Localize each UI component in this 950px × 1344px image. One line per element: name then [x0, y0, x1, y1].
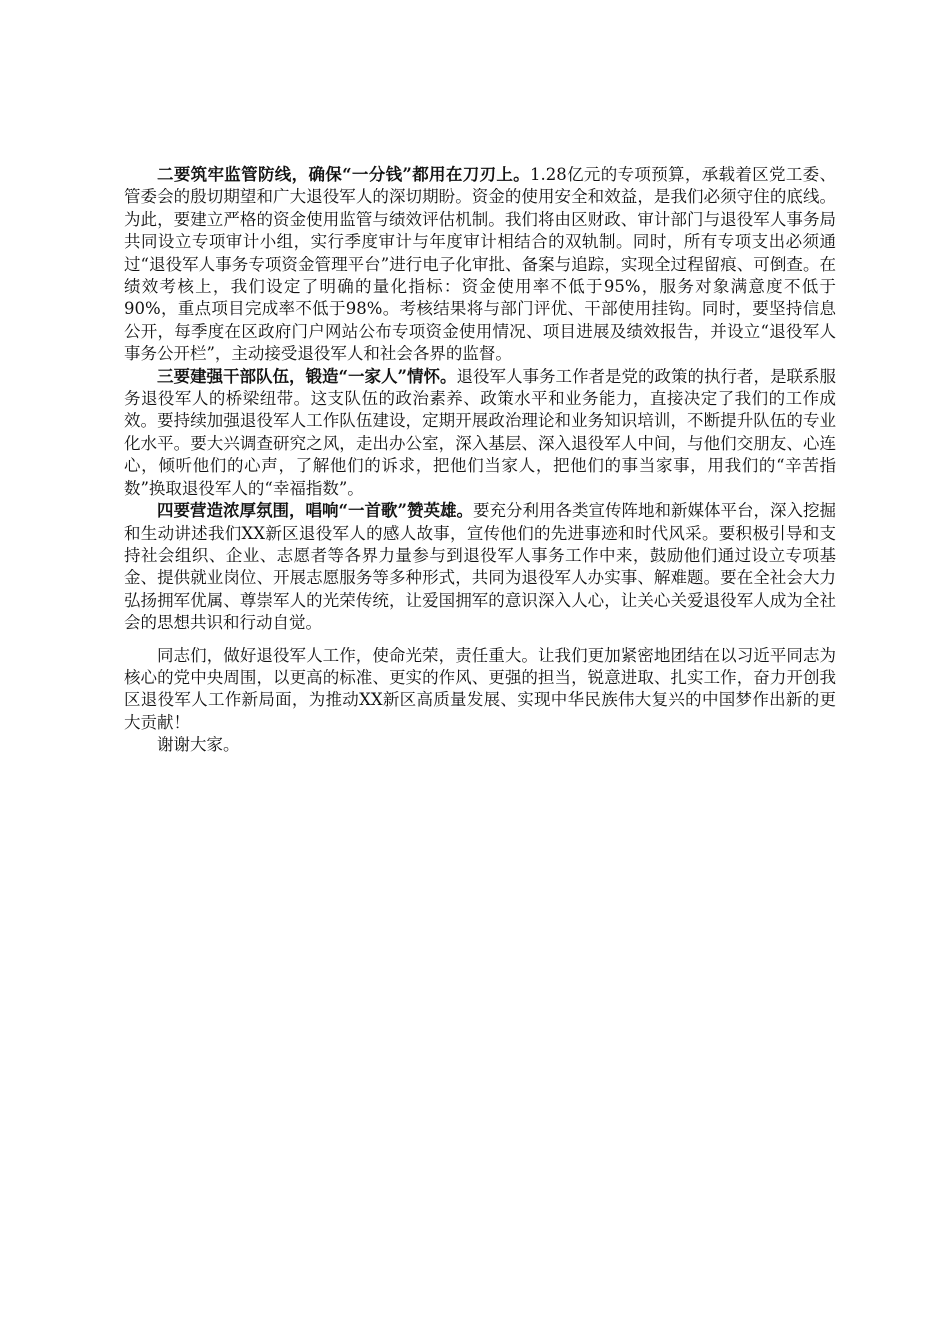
paragraph-thanks: 谢谢大家。 [157, 735, 240, 755]
paragraph-heading-team: 三要建强干部队伍，锻造“一家人”情怀。 [157, 366, 457, 386]
document-page [124, 164, 836, 757]
paragraph-heading-atmosphere: 四要营造浓厚氛围，唱响“一首歌”赞英雄。 [157, 501, 473, 521]
paragraph-body-atmosphere: 要充分利用各类宣传阵地和新媒体平台，深入挖掘和生动讲述我们XX新区退役军人的感人故事，宣传他们的先进事迹和时代风采。要积极引导和支持社会组织、企业、志愿者等各界力量参与到退役军人事务工作中来，鼓励他们通过设立专项基金、提供就业岗位、开展志愿服务等多种形式，共同为退役军人办实事、解难题。要在全社会大力弘扬拥军优属、尊崇军人的光荣传统，让爱国拥军的意识深入人心，让关心关爱退役军人成为全社会的思想共识和行动自觉。 [124, 501, 837, 633]
paragraph-supervision [124, 164, 836, 366]
paragraph-team [124, 366, 836, 500]
paragraph-body-supervision: 1.28亿元的专项预算，承载着区党工委、管委会的殷切期望和广大退役军人的深切期盼。资金的使用安全和效益，是我们必须守住的底线。为此，要建立严格的资金使用监管与绩效评估机制。我们将由区财政、审计部门与退役军人事务局共同设立专项审计小组，实行季度审计与年度审计相结合的双轨制。同时，所有专项支出必须通过“退役军人事务专项资金管理平台”进行电子化审批、备案与追踪，实现全过程留痕、可倒查。在绩效考核上，我们设定了明确的量化指标：资金使用率不低于95%，服务对象满意度不低于90%，重点项目完成率不低于98%。考核结果将与部门评优、干部使用挂钩。同时，要坚持信息公开，每季度在区政府门户网站公布专项资金使用情况、项目进展及绩效报告，并设立“退役军人事务公开栏”，主动接受退役军人和社会各界的监督。 [124, 165, 836, 364]
paragraph-closing: 同志们，做好退役军人工作，使命光荣，责任重大。让我们更加紧密地团结在以习近平同志为核心的党中央周围，以更高的标准、更实的作风、更强的担当，锐意进取、扎实工作，奋力开创我区退役军人工作新局面，为推动XX新区高质量发展、实现中华民族伟大复兴的中国梦作出新的更大贡献！ [124, 645, 836, 732]
paragraph-atmosphere [124, 500, 836, 634]
paragraph-body-team: 退役军人事务工作者是党的政策的执行者，是联系服务退役军人的桥梁纽带。这支队伍的政治素养、政策水平和业务能力，直接决定了我们的工作成效。要持续加强退役军人工作队伍建设，定期开展政治理论和业务知识培训，不断提升队伍的专业化水平。要大兴调查研究之风，走出办公室，深入基层、深入退役军人中间，与他们交朋友、心连心，倾听他们的心声，了解他们的诉求，把他们当家人，把他们的事当家事，用我们的“辛苦指数”换取退役军人的“幸福指数”。 [124, 366, 837, 498]
paragraph-heading-supervision: 二要筑牢监管防线，确保“一分钱”都用在刀刃上。 [157, 165, 531, 184]
